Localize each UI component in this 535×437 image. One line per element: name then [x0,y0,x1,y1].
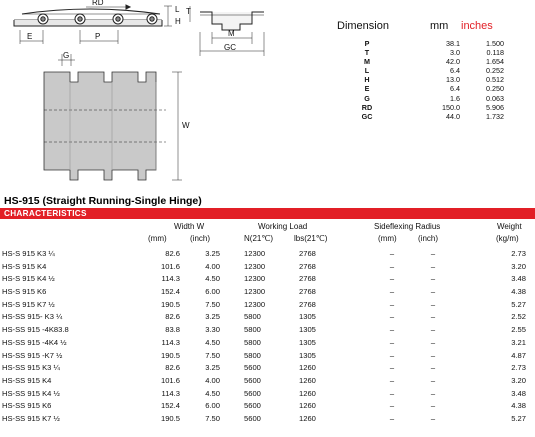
width-inch: 6.00 [205,287,220,297]
rd-label: RD [92,0,104,7]
radius-mm: – [389,375,395,385]
load-n: 5600 [244,401,261,411]
dimension-header: Dimension [337,20,389,32]
table-row [0,311,535,324]
weight-value: 3.21 [511,337,526,347]
load-lbs: 1305 [299,325,316,335]
radius-inch: – [430,401,436,411]
dimension-row [332,75,532,84]
load-n: 5800 [244,325,261,335]
table-row [0,337,535,350]
inches-header: inches [461,20,493,32]
side-inch-header: (inch) [418,234,439,243]
dimension-symbol: P [364,39,370,48]
radius-inch: – [430,388,436,398]
load-lbs: 1305 [299,312,316,322]
dimension-inch-value: 1.732 [486,111,504,121]
load-lbs: 2768 [299,249,316,258]
h-label: H [175,17,181,26]
model-name: HS-SS 915 K3 ¼ [2,363,60,373]
table-row [0,299,535,312]
radius-mm: – [389,325,395,335]
dimension-table-header [332,20,532,36]
width-mm: 190.5 [160,350,180,360]
radius-inch: – [430,249,436,258]
width-inch: 3.25 [205,363,220,373]
dimension-row [332,57,532,66]
load-lbs: 1305 [299,337,316,347]
side-view [14,5,172,44]
t-label: T [186,7,191,16]
width-mm-header: (mm) [148,234,167,243]
dimension-row [332,103,532,112]
load-n-header: N(21℃) [244,234,273,243]
load-n: 12300 [244,261,266,271]
g-label: G [63,51,70,60]
radius-inch: – [430,375,436,385]
radius-inch: – [430,363,436,373]
load-lbs: 2768 [299,274,316,284]
load-n: 5600 [244,375,261,385]
weight-value: 3.48 [511,274,526,284]
width-mm: 101.6 [160,375,180,385]
load-n: 12300 [244,274,266,284]
gc-label: GC [224,43,236,52]
load-lbs: 1260 [299,401,316,411]
e-label: E [27,32,33,41]
radius-mm: – [389,413,395,423]
dimension-mm-value: 150.0 [442,102,460,112]
load-lbs: 2768 [299,299,316,309]
radius-mm: – [389,363,395,373]
dimension-table [332,20,532,121]
table-row [0,350,535,363]
radius-mm: – [389,249,395,258]
model-name: HS-SS 915- K3 ¼ [2,312,63,322]
load-lbs: 2768 [299,261,316,271]
dimension-row [332,84,532,93]
width-mm: 114.3 [161,337,180,347]
sideflex-header: Sideflexing Radius [374,222,441,231]
load-lbs: 1305 [299,350,316,360]
width-inch: 3.25 [205,249,220,258]
model-name: HS-SS 915 K4 [2,375,52,385]
table-row [0,400,535,413]
width-inch: 4.00 [205,261,220,271]
radius-inch: – [430,274,436,284]
table-row [0,273,535,286]
dimension-row [332,39,532,48]
model-name: HS-S 915 K7 ½ [2,299,55,309]
weight-value: 4.38 [511,287,526,297]
width-inch: 7.50 [205,350,220,360]
width-mm: 101.6 [160,261,180,271]
width-mm: 190.5 [160,299,180,309]
dimension-inch-value: 5.906 [486,102,504,112]
width-mm: 82.6 [165,312,180,322]
dimension-symbol: M [364,57,370,67]
side-mm-header: (mm) [378,234,397,243]
model-name: HS-SS 915 K6 [2,401,52,411]
spec-table-header [0,222,535,244]
radius-inch: – [430,350,436,360]
model-name: HS-SS 915 -K7 ½ [2,350,63,360]
model-name: HS-S 915 K4 ½ [2,274,55,284]
radius-inch: – [430,287,436,297]
weight-value: 5.27 [511,413,526,423]
product-title: HS-915 (Straight Running-Single Hinge) [4,195,202,207]
dimension-inch-value: 0.118 [486,48,504,58]
weight-value: 2.73 [511,249,526,258]
width-inch: 3.25 [205,312,220,322]
radius-inch: – [430,325,436,335]
width-mm: 190.5 [160,413,180,423]
load-lbs: 1260 [299,413,316,423]
width-mm: 114.3 [161,274,180,284]
load-lbs: 1260 [299,363,316,373]
width-mm: 152.4 [160,287,180,297]
model-name: HS-SS 915 K7 ½ [2,413,60,423]
dimension-row [332,66,532,75]
radius-mm: – [389,401,395,411]
l-label: L [175,5,180,14]
weight-unit-header: (kg/m) [496,234,519,243]
weight-value: 4.38 [511,401,526,411]
dimension-mm-value: 38.1 [446,39,460,48]
dimension-symbol: H [364,75,370,85]
table-row [0,375,535,388]
table-row [0,261,535,274]
dimension-symbol: L [364,66,370,76]
load-n: 5600 [244,413,261,423]
dimension-symbol: RD [361,102,373,112]
weight-value: 5.27 [511,299,526,309]
dimension-mm-value: 6.4 [450,66,460,76]
spec-table-body [0,248,535,426]
top-view [44,54,182,180]
dimension-mm-value: 44.0 [446,111,460,121]
radius-mm: – [389,388,395,398]
dimension-row [332,48,532,57]
width-mm: 82.6 [165,363,180,373]
model-name: HS-S 915 K6 [2,287,47,297]
table-row [0,388,535,401]
dimension-symbol: E [364,84,370,94]
load-lbs-header: lbs(21℃) [294,234,328,243]
dimension-mm-value: 13.0 [446,75,460,85]
model-name: HS-SS 915 -4K83.8 [2,325,69,335]
width-mm: 114.3 [161,388,180,398]
radius-mm: – [389,350,395,360]
table-row [0,286,535,299]
working-load-header: Working Load [258,222,308,231]
dimension-row [332,94,532,103]
load-n: 5800 [244,312,261,322]
m-label: M [228,29,235,38]
load-n: 12300 [244,299,266,309]
weight-value: 3.20 [511,375,526,385]
width-mm: 152.4 [160,401,180,411]
dimension-mm-value: 42.0 [446,57,460,67]
width-inch: 4.00 [205,375,220,385]
width-inch: 3.30 [205,325,220,335]
width-inch: 7.50 [205,413,220,423]
mm-header: mm [430,20,449,32]
radius-inch: – [430,413,436,423]
radius-mm: – [389,287,395,297]
load-lbs: 1260 [299,388,316,398]
width-header: Width W [174,222,205,231]
width-inch-header: (inch) [190,234,211,243]
width-inch: 6.00 [205,401,220,411]
dimension-rows [332,39,532,121]
model-name: HS-S 915 K4 [2,261,47,271]
weight-value: 3.48 [511,388,526,398]
load-n: 5800 [244,350,261,360]
model-name: HS-SS 915 K4 ½ [2,388,60,398]
table-row [0,413,535,426]
radius-inch: – [430,299,436,309]
weight-value: 4.87 [511,350,526,360]
load-n: 5800 [244,337,261,347]
dimension-inch-value: 0.252 [486,66,504,76]
radius-mm: – [389,337,395,347]
dimension-row [332,112,532,121]
dimension-inch-value: 0.063 [486,93,504,103]
dimension-mm-value: 1.6 [450,93,460,103]
radius-mm: – [389,274,395,284]
load-n: 12300 [244,287,266,297]
load-n: 12300 [244,249,266,258]
weight-header: Weight [497,222,522,231]
dimension-inch-value: 0.250 [486,84,504,94]
technical-drawings [0,0,300,185]
weight-value: 2.52 [511,312,526,322]
weight-value: 3.20 [511,261,526,271]
table-row [0,248,535,261]
weight-value: 2.55 [511,325,526,335]
width-inch: 4.50 [205,337,220,347]
load-n: 5600 [244,363,261,373]
width-mm: 82.6 [165,249,180,258]
load-n: 5600 [244,388,261,398]
dimension-mm-value: 6.4 [450,84,460,94]
model-name: HS-S 915 K3 ¼ [2,249,55,258]
weight-value: 2.73 [511,363,526,373]
width-mm: 83.8 [165,325,180,335]
width-inch: 7.50 [205,299,220,309]
dimension-symbol: G [364,93,370,103]
dimension-inch-value: 1.500 [486,39,504,48]
characteristics-bar [0,208,535,219]
p-label: P [95,32,101,41]
table-row [0,362,535,375]
width-inch: 4.50 [205,274,220,284]
width-inch: 4.50 [205,388,220,398]
chain-drawing-svg [0,0,300,185]
radius-inch: – [430,312,436,322]
dimension-symbol: T [364,48,370,58]
load-lbs: 2768 [299,287,316,297]
dimension-inch-value: 0.512 [486,75,504,85]
characteristics-label: CHARACTERISTICS [4,209,87,218]
radius-inch: – [430,337,436,347]
radius-mm: – [389,261,395,271]
table-row [0,324,535,337]
dimension-inch-value: 1.654 [486,57,504,67]
load-lbs: 1260 [299,375,316,385]
model-name: HS-SS 915 -4K4 ½ [2,337,67,347]
radius-mm: – [389,299,395,309]
dimension-symbol: GC [361,111,373,121]
radius-mm: – [389,312,395,322]
w-label: W [182,121,190,130]
radius-inch: – [430,261,436,271]
dimension-mm-value: 3.0 [450,48,460,58]
